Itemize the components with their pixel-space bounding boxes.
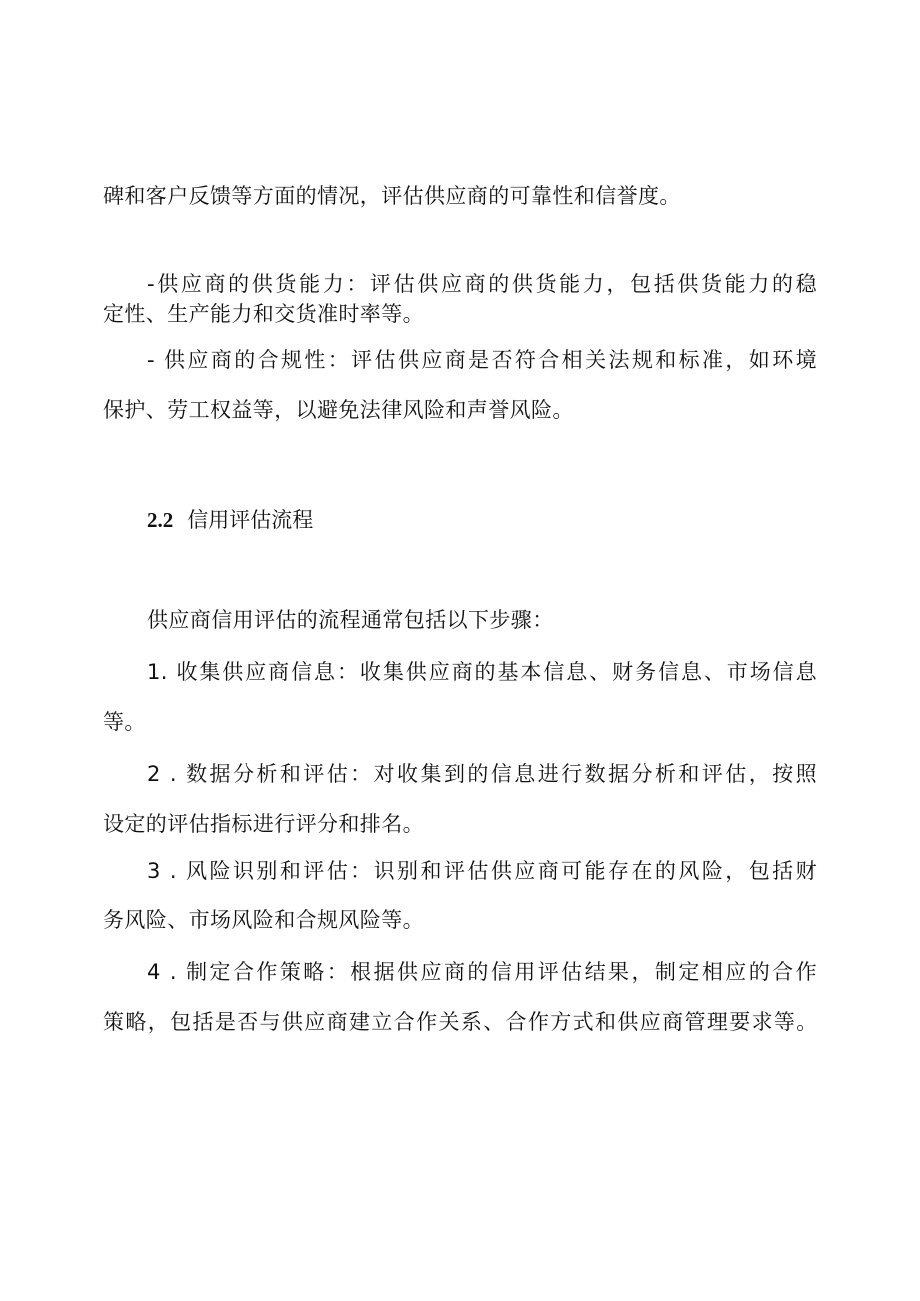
supply-capacity-line-1: -供应商的供货能力：评估供应商的供货能力，包括供货能力的稳 (147, 272, 817, 296)
supply-capacity-line-2: 定性、生产能力和交货准时率等。 (103, 302, 424, 326)
compliance-line-2: 保护、劳工权益等，以避免法律风险和声誉风险。 (103, 398, 574, 422)
process-intro: 供应商信用评估的流程通常包括以下步骤： (147, 608, 554, 632)
step-3-line-1: 3 . 风险识别和评估：识别和评估供应商可能存在的风险，包括财 (147, 859, 817, 883)
section-number: 2.2 (147, 508, 174, 532)
step-4-line-1: 4 . 制定合作策略：根据供应商的信用评估结果，制定相应的合作 (147, 960, 817, 984)
step-2-line-1: 2 . 数据分析和评估：对收集到的信息进行数据分析和评估，按照 (147, 762, 817, 786)
section-title: 信用评估流程 (187, 509, 314, 532)
section-heading (147, 505, 313, 536)
step-1-line-2: 等。 (103, 710, 146, 734)
step-3-line-2: 务风险、市场风险和合规风险等。 (103, 908, 424, 932)
compliance-line-1: - 供应商的合规性：评估供应商是否符合相关法规和标准，如环境 (147, 348, 817, 372)
step-4-line-2: 策略，包括是否与供应商建立合作关系、合作方式和供应商管理要求等。 (103, 1010, 817, 1034)
paragraph-reputation-tail: 碑和客户反馈等方面的情况，评估供应商的可靠性和信誉度。 (103, 184, 681, 208)
step-2-line-2: 设定的评估指标进行评分和排名。 (103, 812, 424, 836)
step-1-line-1: 1. 收集供应商信息：收集供应商的基本信息、财务信息、市场信息 (147, 660, 817, 684)
